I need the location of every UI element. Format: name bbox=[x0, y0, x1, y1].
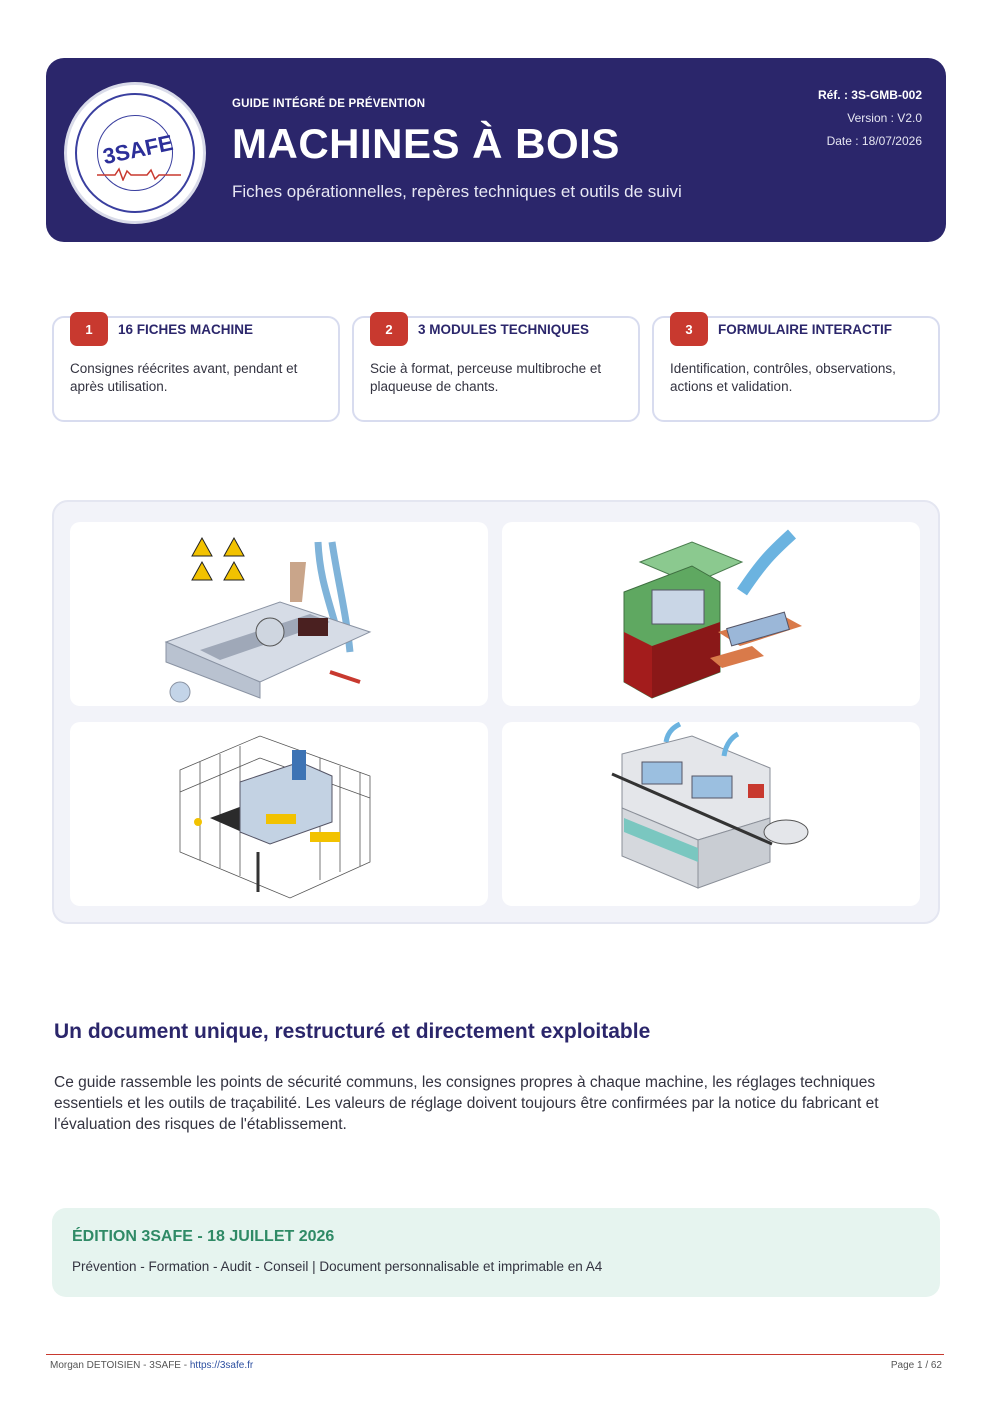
footer-author bbox=[50, 1360, 253, 1371]
edition-box bbox=[52, 1208, 940, 1297]
footer-author-text: Morgan DETOISIEN - 3SAFE - bbox=[50, 1360, 190, 1371]
section-body: Ce guide rassemble les points de sécurité communs, les consignes propres à chaque machine, les réglages techniques essentiels et les outils de traçabilité. Les valeurs de réglage doivent toujours être confirmées par la notice du fabricant et l'évaluation des risques de l'établissement. bbox=[54, 1074, 879, 1133]
card-title: 3 MODULES TECHNIQUES bbox=[418, 322, 590, 337]
warning-sign-icon bbox=[192, 538, 244, 580]
date: Date : 18/07/2026 bbox=[826, 134, 922, 148]
table-saw-illustration bbox=[70, 522, 488, 706]
card-description: Scie à format, perceuse multibroche et plaqueuse de chants. bbox=[370, 361, 602, 394]
page-subtitle: Fiches opérationnelles, repères techniques et outils de suivi bbox=[232, 182, 682, 201]
footer-website-link[interactable]: https://3safe.fr bbox=[189, 1360, 254, 1371]
header-eyebrow: GUIDE INTÉGRÉ DE PRÉVENTION bbox=[232, 98, 426, 110]
edge-bander-illustration bbox=[502, 722, 920, 906]
logo-text: 3SAFE bbox=[100, 129, 176, 170]
page-number: Page 1 / 62 bbox=[890, 1360, 942, 1371]
feature-card-modules bbox=[352, 316, 640, 422]
version: Version : V2.0 bbox=[847, 111, 922, 125]
moulder-illustration bbox=[502, 522, 920, 706]
header-banner bbox=[46, 58, 946, 242]
footer-divider bbox=[46, 1354, 944, 1355]
reference: Réf. : 3S-GMB-002 bbox=[817, 88, 922, 102]
card-title: FORMULAIRE INTERACTIF bbox=[718, 322, 892, 337]
logo bbox=[64, 82, 206, 224]
card-number-badge: 2 bbox=[370, 312, 408, 346]
card-title: 16 FICHES MACHINE bbox=[118, 322, 254, 337]
card-description: Consignes réécrites avant, pendant et après utilisation. bbox=[70, 361, 298, 394]
card-number-badge: 3 bbox=[670, 312, 708, 346]
illustration-panel bbox=[52, 500, 940, 924]
edition-title: ÉDITION 3SAFE - 18 JUILLET 2026 bbox=[72, 1228, 335, 1245]
feature-card-formulaire bbox=[652, 316, 940, 422]
card-description: Identification, contrôles, observations, actions et validation. bbox=[670, 361, 896, 394]
cnc-cell-illustration bbox=[70, 722, 488, 906]
page-title: MACHINES À BOIS bbox=[232, 120, 620, 167]
section-title: Un document unique, restructuré et directement exploitable bbox=[54, 1020, 651, 1043]
document-meta bbox=[818, 84, 922, 153]
feature-card-fiches bbox=[52, 316, 340, 422]
card-number-badge: 1 bbox=[70, 312, 108, 346]
edition-text: Prévention - Formation - Audit - Conseil | Document personnalisable et imprimable en A4 bbox=[72, 1259, 603, 1274]
heartbeat-icon bbox=[97, 167, 181, 181]
